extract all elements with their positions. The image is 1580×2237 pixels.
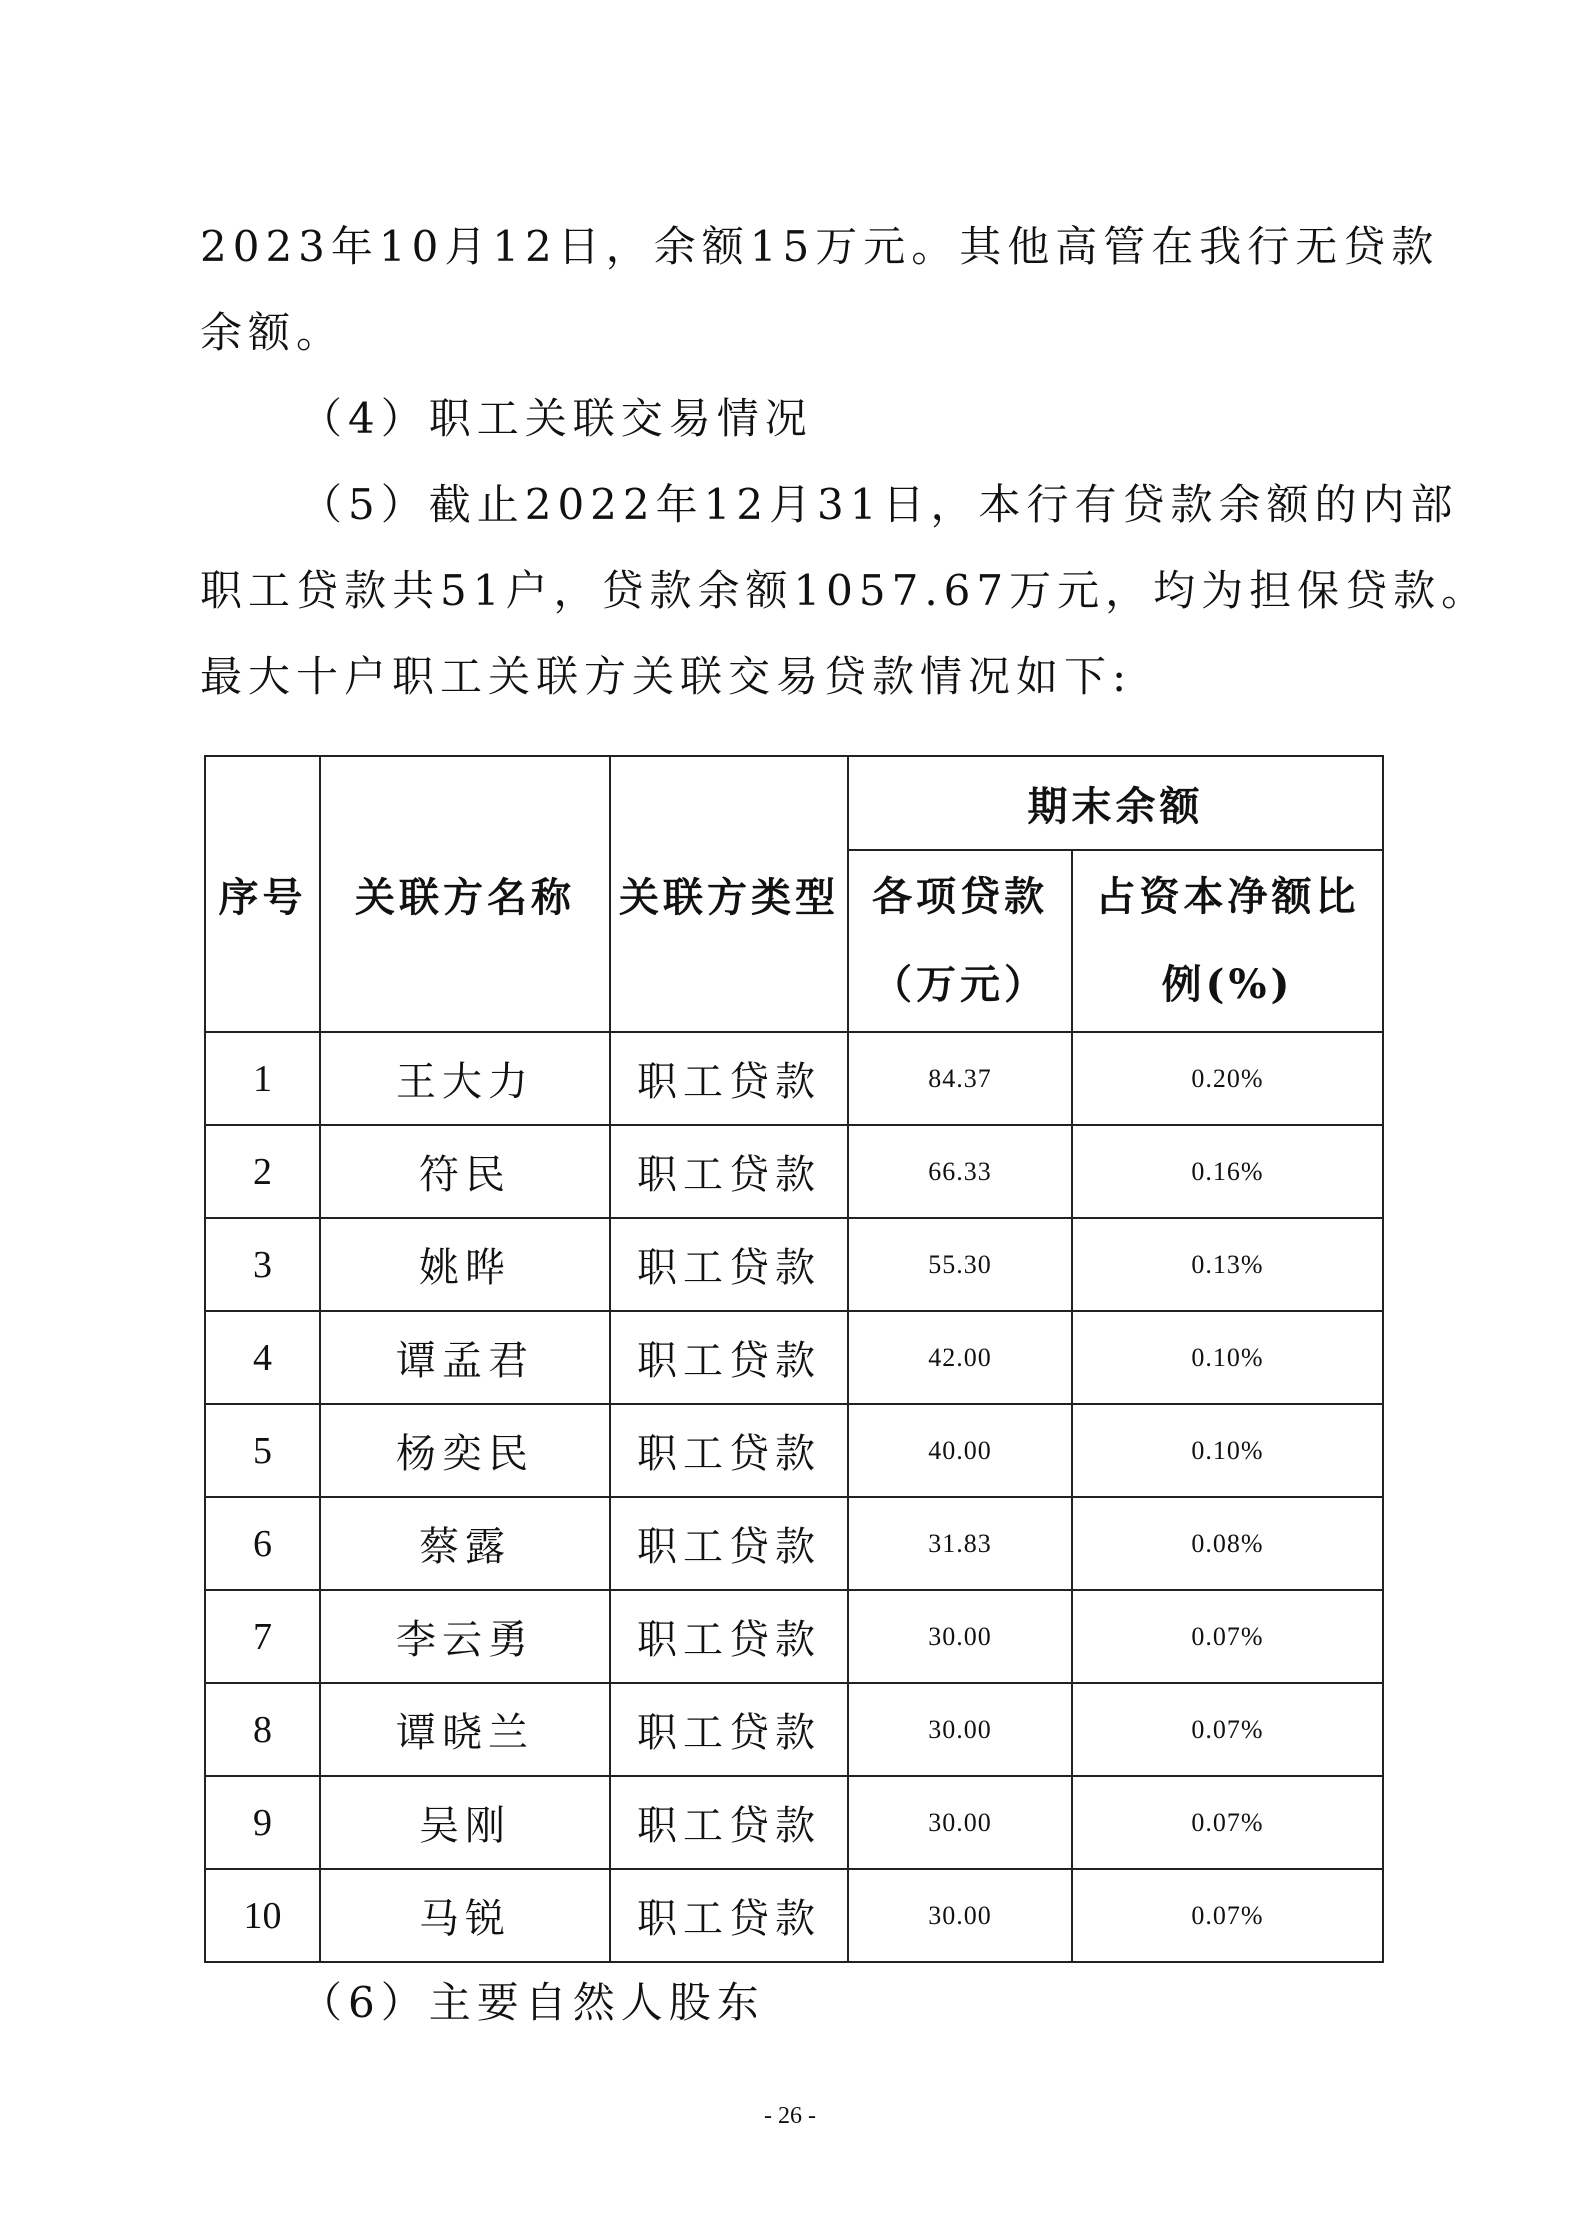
cell-ratio: 0.10% — [1072, 1404, 1383, 1497]
page-number: - 26 - — [764, 2103, 816, 2129]
cell-type: 职工贷款 — [610, 1218, 848, 1311]
cell-name: 谭晓兰 — [320, 1683, 610, 1776]
cell-seq: 2 — [205, 1125, 320, 1218]
cell-ratio: 0.20% — [1072, 1032, 1383, 1125]
header-ratio-line2: 例(%) — [1161, 961, 1294, 1008]
cell-loan: 42.00 — [848, 1311, 1072, 1404]
header-loans-line1: 各项贷款 — [872, 873, 1048, 920]
paragraph-line: 职工贷款共51户，贷款余额1057.67万元，均为担保贷款。 — [200, 566, 1490, 615]
table-row — [205, 1590, 1383, 1683]
cell-ratio: 0.13% — [1072, 1218, 1383, 1311]
section-heading: （4）职工关联交易情况 — [300, 394, 813, 443]
cell-loan: 30.00 — [848, 1869, 1072, 1962]
cell-seq: 1 — [205, 1032, 320, 1125]
cell-type: 职工贷款 — [610, 1125, 848, 1218]
cell-type: 职工贷款 — [610, 1497, 848, 1590]
cell-seq: 6 — [205, 1497, 320, 1590]
cell-name: 谭孟君 — [320, 1311, 610, 1404]
cell-name: 姚晔 — [320, 1218, 610, 1311]
cell-type: 职工贷款 — [610, 1869, 848, 1962]
header-loans — [848, 850, 1072, 1032]
cell-seq: 5 — [205, 1404, 320, 1497]
cell-seq: 3 — [205, 1218, 320, 1311]
table-row — [205, 1497, 1383, 1590]
cell-type: 职工贷款 — [610, 1683, 848, 1776]
cell-ratio: 0.16% — [1072, 1125, 1383, 1218]
cell-name: 李云勇 — [320, 1590, 610, 1683]
header-balance-group: 期末余额 — [848, 756, 1383, 850]
cell-loan: 55.30 — [848, 1218, 1072, 1311]
header-ratio — [1072, 850, 1383, 1032]
paragraph-line: 2023年10月12日，余额15万元。其他高管在我行无贷款 — [200, 222, 1440, 271]
cell-name: 王大力 — [320, 1032, 610, 1125]
cell-ratio: 0.08% — [1072, 1497, 1383, 1590]
header-ratio-line1: 占资本净额比 — [1095, 873, 1360, 920]
header-name: 关联方名称 — [320, 756, 610, 1032]
cell-type: 职工贷款 — [610, 1776, 848, 1869]
paragraph-line: 余额。 — [200, 308, 345, 357]
cell-name: 吴刚 — [320, 1776, 610, 1869]
cell-name: 符民 — [320, 1125, 610, 1218]
table-row — [205, 1311, 1383, 1404]
cell-ratio: 0.07% — [1072, 1776, 1383, 1869]
cell-loan: 40.00 — [848, 1404, 1072, 1497]
cell-seq: 9 — [205, 1776, 320, 1869]
cell-loan: 30.00 — [848, 1683, 1072, 1776]
cell-ratio: 0.10% — [1072, 1311, 1383, 1404]
cell-ratio: 0.07% — [1072, 1590, 1383, 1683]
header-loans-line2: （万元） — [872, 961, 1048, 1008]
cell-type: 职工贷款 — [610, 1590, 848, 1683]
cell-ratio: 0.07% — [1072, 1869, 1383, 1962]
related-party-table — [204, 755, 1384, 1963]
table-row — [205, 1125, 1383, 1218]
cell-type: 职工贷款 — [610, 1311, 848, 1404]
section-heading: （6）主要自然人股东 — [300, 1978, 765, 2027]
header-seq: 序号 — [205, 756, 320, 1032]
cell-name: 马锐 — [320, 1869, 610, 1962]
table-row — [205, 1683, 1383, 1776]
cell-type: 职工贷款 — [610, 1404, 848, 1497]
cell-loan: 30.00 — [848, 1590, 1072, 1683]
table-row — [205, 1869, 1383, 1962]
cell-loan: 30.00 — [848, 1776, 1072, 1869]
cell-ratio: 0.07% — [1072, 1683, 1383, 1776]
paragraph-line: （5）截止2022年12月31日，本行有贷款余额的内部 — [300, 480, 1459, 529]
cell-seq: 4 — [205, 1311, 320, 1404]
cell-loan: 31.83 — [848, 1497, 1072, 1590]
cell-seq: 8 — [205, 1683, 320, 1776]
cell-loan: 66.33 — [848, 1125, 1072, 1218]
cell-name: 蔡露 — [320, 1497, 610, 1590]
table-row — [205, 1776, 1383, 1869]
cell-loan: 84.37 — [848, 1032, 1072, 1125]
cell-seq: 10 — [205, 1869, 320, 1962]
table-row — [205, 1404, 1383, 1497]
cell-name: 杨奕民 — [320, 1404, 610, 1497]
table-row — [205, 1032, 1383, 1125]
cell-type: 职工贷款 — [610, 1032, 848, 1125]
header-type: 关联方类型 — [610, 756, 848, 1032]
table-row — [205, 1218, 1383, 1311]
cell-seq: 7 — [205, 1590, 320, 1683]
paragraph-line: 最大十户职工关联方关联交易贷款情况如下: — [200, 652, 1133, 701]
table-body — [205, 1032, 1383, 1962]
